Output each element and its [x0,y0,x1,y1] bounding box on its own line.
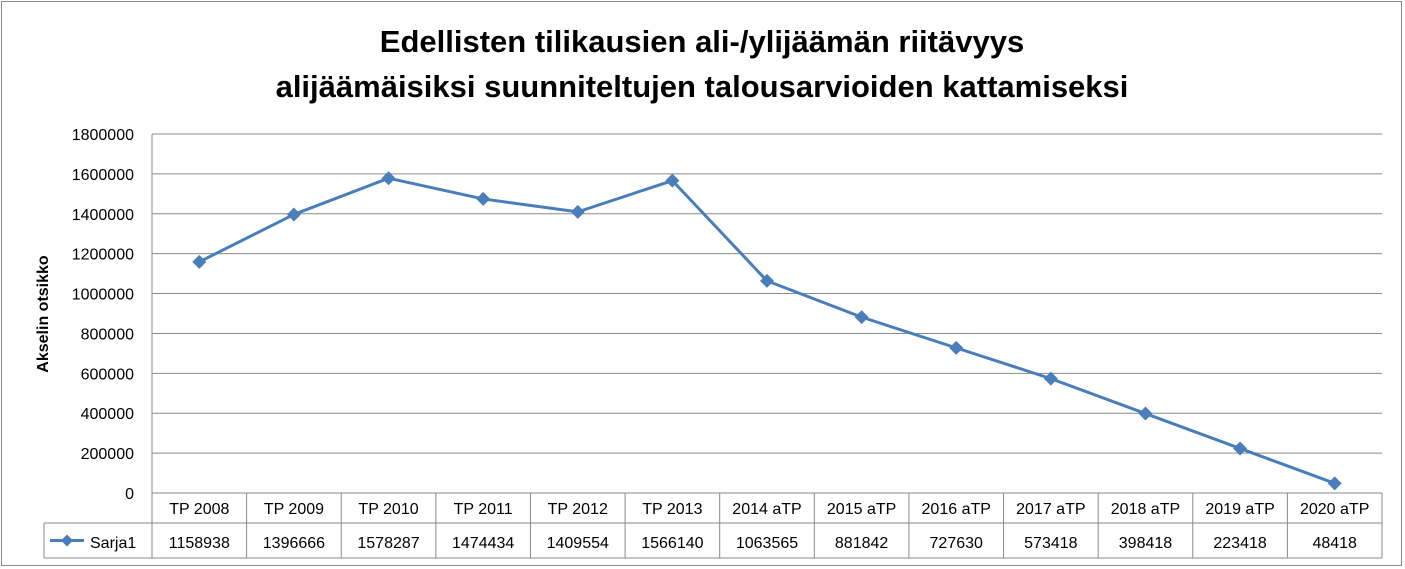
chart-title-line-2: alijäämäisiksi suunniteltujen talousarvioiden kattamiseksi [275,69,1129,104]
x-category-label: 2018 aTP [1110,501,1181,518]
legend-series-name: Sarja1 [90,535,137,552]
y-tick-label: 600000 [80,366,134,384]
y-tick-label: 1800000 [71,127,134,144]
legend-marker-key [61,535,73,547]
table-value-cell: 1578287 [357,535,420,552]
x-category-label: 2015 aTP [826,501,897,518]
table-value-cell: 1566140 [641,535,704,552]
table-value-cell: 1158938 [168,535,230,552]
x-category-label: TP 2012 [547,501,608,518]
table-value-cell: 1474434 [452,535,515,552]
table-value-cell: 881842 [834,535,889,552]
y-tick-label: 800000 [80,326,134,344]
table-value-cell: 573418 [1024,535,1078,552]
data-point-marker [855,310,869,324]
table-value-cell: 48418 [1312,535,1357,552]
data-point-marker [1328,476,1342,490]
table-value-cell: 1409554 [546,535,609,552]
data-point-marker [949,341,963,355]
data-point-marker [287,207,301,221]
data-point-marker [571,205,585,219]
chart-title-line-1: Edellisten tilikausien ali-/ylijäämän riitävyys [379,24,1025,59]
gridlines [152,134,1382,493]
table-value-cell: 223418 [1213,535,1267,552]
data-table [44,493,1382,558]
x-category-label: TP 2010 [358,501,419,518]
y-tick-label: 1000000 [71,286,134,304]
data-point-marker [476,192,490,206]
y-tick-label: 0 [125,486,134,503]
series-line-sarja1 [199,178,1334,483]
x-category-label: TP 2009 [263,501,325,518]
y-tick-label: 1600000 [71,166,134,184]
x-category-label: 2020 aTP [1299,501,1370,518]
x-category-label: 2019 aTP [1205,501,1275,518]
x-category-label: 2014 aTP [732,501,802,518]
y-tick-label: 1400000 [71,206,134,224]
y-tick-labels [72,127,134,503]
x-category-label: TP 2011 [453,501,513,518]
y-tick-label: 1200000 [71,246,134,264]
table-value-cell: 398418 [1118,535,1173,552]
table-value-cell: 1396666 [262,535,326,552]
series-layer [192,171,1341,490]
x-category-label: TP 2008 [169,501,230,518]
x-category-label: TP 2013 [642,501,703,518]
y-tick-label: 400000 [80,406,134,424]
data-point-marker [192,255,206,269]
y-axis-label: Akselin otsikko [35,255,52,373]
x-category-label: 2017 aTP [1016,501,1086,518]
y-tick-label: 200000 [80,446,134,464]
data-point-marker [1138,407,1152,421]
table-value-cell: 1063565 [735,535,799,552]
data-point-marker [382,171,396,185]
x-category-label: 2016 aTP [921,501,991,518]
table-value-cell: 727630 [929,535,983,552]
